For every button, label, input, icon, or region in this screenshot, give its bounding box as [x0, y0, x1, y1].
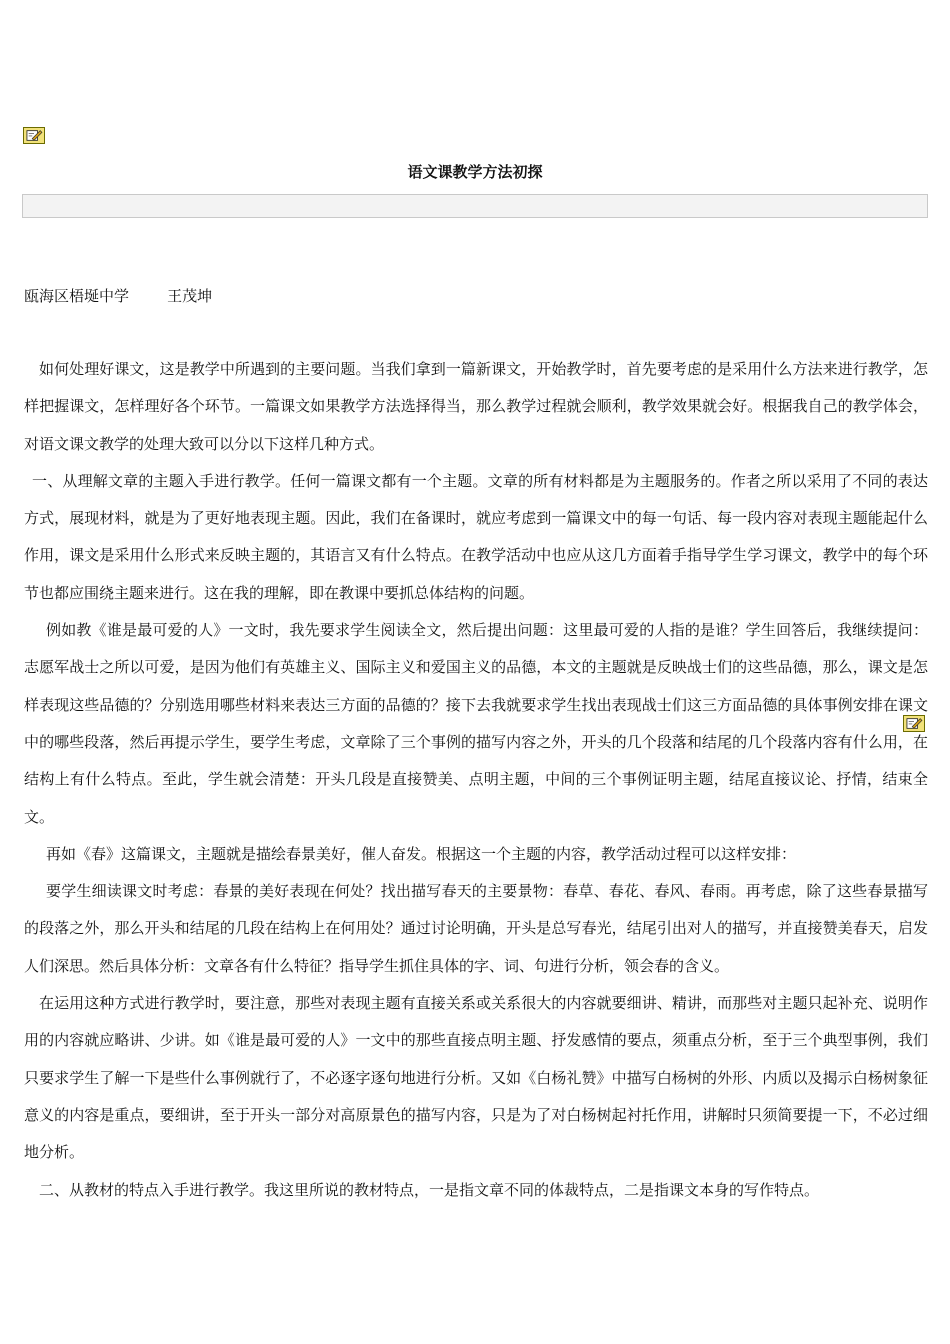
document-body [24, 351, 928, 1209]
paragraph: 如何处理好课文，这是教学中所遇到的主要问题。当我们拿到一篇新课文，开始教学时，首先要考虑的是采用什么方法来进行教学，怎样把握课文，怎样理好各个环节。一篇课文如果教学方法选择得当，那么教学过程就会顺利，教学效果就会好。根据我自己的教学体会，对语文课文教学的处理大致可以分以下这样几种方式。 [24, 360, 928, 453]
paragraph: 要学生细读课文时考虑：春景的美好表现在何处？找出描写春天的主要景物：春草、春花、春风、春雨。再考虑，除了这些春景描写的段落之外，那么开头和结尾的几段在结构上在何用处？通过讨论明确，开头是总写春光，结尾引出对人的描写，并直接赞美春天，启发人们深思。然后具体分析：文章各有什么特征？指导学生抓住具体的字、词、句进行分析，领会春的含义。 [24, 882, 928, 975]
edit-note-icon-graphic [24, 128, 44, 143]
edit-note-icon-graphic [904, 716, 924, 731]
author-line: 瓯海区梧埏中学 王茂坤 [24, 287, 213, 305]
paragraph: 二、从教材的特点入手进行教学。我这里所说的教材特点，一是指文章不同的体裁特点，二是指课文本身的写作特点。 [39, 1180, 820, 1199]
edit-note-icon[interactable] [23, 127, 45, 144]
paragraph: 在运用这种方式进行教学时，要注意，那些对表现主题有直接关系或关系很大的内容就要细讲、精讲，而那些对主题只起补充、说明作用的内容就应略讲、少讲。如《谁是最可爱的人》一文中的那些直接点明主题、抒发感情的要点，须重点分析，至于三个典型事例，我们只要求学生了解一下是些什么事例就行了，不必逐字逐句地进行分析。又如《白杨礼赞》中描写白杨树的外形、内质以及揭示白杨树象征意义的内容是重点，要细讲，至于开头一部分对高原景色的描写内容，只是为了对白杨树起衬托作用，讲解时只须简要提一下，不必过细地分析。 [24, 994, 928, 1162]
header-bar [22, 194, 928, 218]
paragraph: 例如教《谁是最可爱的人》一文时，我先要求学生阅读全文，然后提出问题：这里最可爱的人指的是谁？学生回答后，我继续提问：志愿军战士之所以可爱，是因为他们有英雄主义、国际主义和爱国主义的品德，本文的主题就是反映战士们的这些品德，那么，课文是怎样表现这些品德的？分别选用哪些材料来表达三方面的品德的？接下去我就要求学生找出表现战士们这三方面品德的具体事例安排在课文中的哪些段落，然后再提示学生，要学生考虑，文章除了三个事例的描写内容之外，开头的几个段落和结尾的几个段落内容有什么用，在结构上有什么特点。至此，学生就会清楚：开头几段是直接赞美、点明主题，中间的三个事例证明主题，结尾直接议论、抒情，结束全文。 [24, 621, 928, 826]
paragraph: 再如《春》这篇课文，主题就是描绘春景美好，催人奋发。根据这一个主题的内容，教学活动过程可以这样安排： [46, 844, 797, 863]
paragraph: 一、从理解文章的主题入手进行教学。任何一篇课文都有一个主题。文章的所有材料都是为主题服务的。作者之所以采用了不同的表达方式，展现材料，就是为了更好地表现主题。因此，我们在备课时，就应考虑到一篇课文中的每一句话、每一段内容对表现主题能起什么作用，课文是采用什么形式来反映主题的，其语言又有什么特点。在教学活动中也应从这几方面着手指导学生学习课文，教学中的每个环节也都应围绕主题来进行。这在我的理解，即在教课中要抓总体结构的问题。 [24, 471, 928, 602]
document-title: 语文课教学方法初探 [407, 163, 543, 181]
edit-note-icon[interactable] [903, 715, 925, 732]
